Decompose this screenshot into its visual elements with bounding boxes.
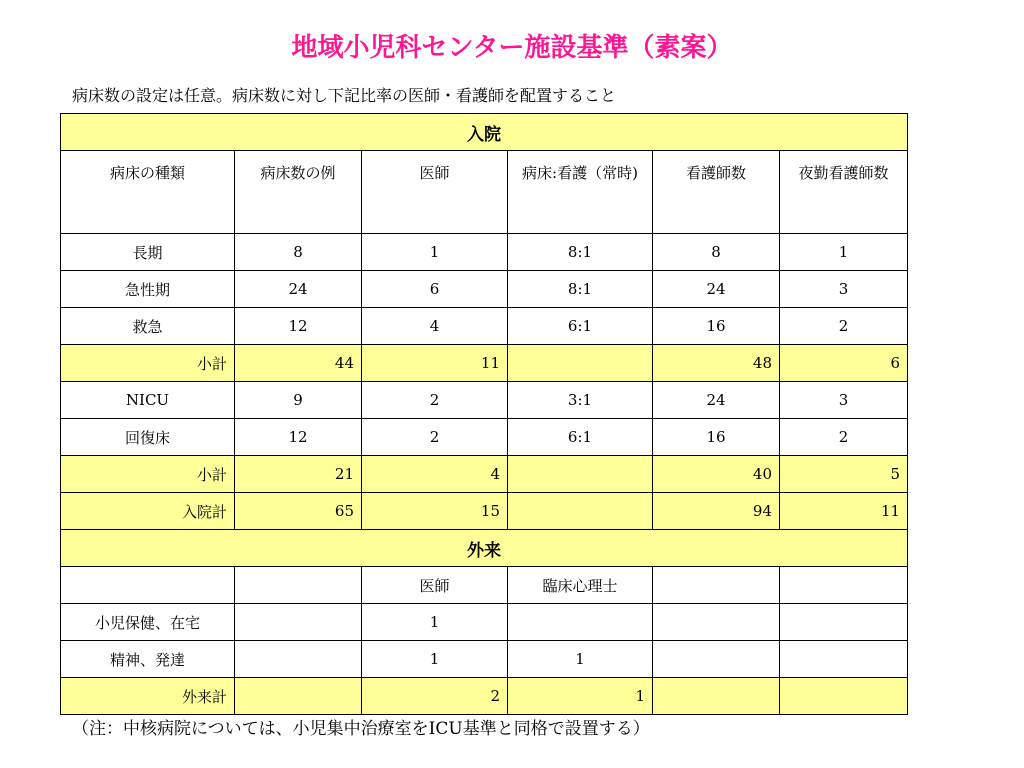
col-header-doctors: 医師 (362, 567, 508, 604)
cell-doctors: 6 (362, 271, 508, 308)
inpatient-header-row (61, 151, 908, 234)
cell-night-nurses: 6 (780, 345, 908, 382)
col-header-bed-count: 病床数の例 (235, 151, 362, 234)
cell-night-nurses: 3 (780, 271, 908, 308)
cell-ratio: 1 (508, 678, 653, 715)
cell-nurses: 94 (653, 493, 780, 530)
cell-ratio: 6:1 (508, 419, 653, 456)
cell-bed-type: NICU (61, 382, 235, 419)
table-row (61, 271, 908, 308)
cell-bed-count: 9 (235, 382, 362, 419)
cell-bed-type: 外来計 (61, 678, 235, 715)
cell-ratio (508, 493, 653, 530)
cell-night-nurses (780, 641, 908, 678)
cell-nurses: 48 (653, 345, 780, 382)
cell-bed-type: 精神、発達 (61, 641, 235, 678)
cell-night-nurses: 5 (780, 456, 908, 493)
cell-ratio: 8:1 (508, 234, 653, 271)
cell-bed-count: 24 (235, 271, 362, 308)
cell-nurses: 16 (653, 308, 780, 345)
cell-night-nurses: 11 (780, 493, 908, 530)
cell-ratio: 6:1 (508, 308, 653, 345)
subtotal-row (61, 456, 908, 493)
inpatient-section-header: 入院 (61, 114, 908, 151)
cell-doctors: 2 (362, 382, 508, 419)
cell-nurses (653, 678, 780, 715)
cell-doctors: 1 (362, 234, 508, 271)
page-subtitle: 病床数の設定は任意。病床数に対し下記比率の医師・看護師を配置すること (72, 86, 617, 105)
outpatient-header-row (61, 567, 908, 604)
cell-nurses (653, 604, 780, 641)
cell-night-nurses: 1 (780, 234, 908, 271)
col-header-empty (235, 567, 362, 604)
col-header-empty (653, 567, 780, 604)
subtotal-row (61, 678, 908, 715)
cell-bed-type: 小計 (61, 456, 235, 493)
cell-bed-type: 回復床 (61, 419, 235, 456)
cell-doctors: 2 (362, 678, 508, 715)
footnote: （注：中核病院については、小児集中治療室をICU基準と同格で設置する） (72, 719, 650, 739)
cell-bed-count: 8 (235, 234, 362, 271)
col-header-empty (61, 567, 235, 604)
subtotal-row (61, 493, 908, 530)
col-header-psychologist: 臨床心理士 (508, 567, 653, 604)
cell-nurses: 8 (653, 234, 780, 271)
cell-ratio: 3:1 (508, 382, 653, 419)
col-header-night-nurses: 夜勤看護師数 (780, 151, 908, 234)
cell-bed-type: 急性期 (61, 271, 235, 308)
cell-ratio: 8:1 (508, 271, 653, 308)
cell-bed-type: 長期 (61, 234, 235, 271)
col-header-nurse-count: 看護師数 (653, 151, 780, 234)
table-row (61, 604, 908, 641)
outpatient-section (61, 530, 908, 604)
cell-bed-count (235, 604, 362, 641)
cell-doctors: 1 (362, 641, 508, 678)
cell-bed-count: 12 (235, 419, 362, 456)
cell-bed-count: 65 (235, 493, 362, 530)
inpatient-rows (61, 234, 908, 530)
cell-bed-count: 44 (235, 345, 362, 382)
cell-night-nurses: 2 (780, 419, 908, 456)
cell-bed-count (235, 678, 362, 715)
cell-ratio (508, 456, 653, 493)
inpatient-section (61, 114, 908, 234)
page-title: 地域小児科センター施設基準（素案） (291, 33, 733, 63)
outpatient-section-header: 外来 (61, 530, 908, 567)
cell-doctors: 4 (362, 308, 508, 345)
cell-doctors: 2 (362, 419, 508, 456)
cell-nurses: 24 (653, 271, 780, 308)
cell-doctors: 4 (362, 456, 508, 493)
col-header-bed-nurse-ratio: 病床:看護（常時) (508, 151, 653, 234)
cell-night-nurses (780, 604, 908, 641)
cell-bed-count: 21 (235, 456, 362, 493)
col-header-bed-type: 病床の種類 (61, 151, 235, 234)
table-row (61, 419, 908, 456)
cell-doctors: 1 (362, 604, 508, 641)
col-header-empty (780, 567, 908, 604)
cell-bed-type: 小児保健、在宅 (61, 604, 235, 641)
cell-night-nurses: 2 (780, 308, 908, 345)
cell-bed-type: 小計 (61, 345, 235, 382)
table-row (61, 382, 908, 419)
cell-doctors: 11 (362, 345, 508, 382)
table-row (61, 641, 908, 678)
table-row (61, 234, 908, 271)
cell-bed-type: 救急 (61, 308, 235, 345)
cell-doctors: 15 (362, 493, 508, 530)
cell-nurses (653, 641, 780, 678)
subtotal-row (61, 345, 908, 382)
cell-bed-type: 入院計 (61, 493, 235, 530)
cell-night-nurses (780, 678, 908, 715)
cell-bed-count (235, 641, 362, 678)
col-header-doctors: 医師 (362, 151, 508, 234)
cell-nurses: 24 (653, 382, 780, 419)
cell-ratio: 1 (508, 641, 653, 678)
cell-ratio (508, 345, 653, 382)
cell-nurses: 16 (653, 419, 780, 456)
staffing-table (60, 113, 908, 715)
outpatient-rows (61, 604, 908, 715)
cell-bed-count: 12 (235, 308, 362, 345)
cell-night-nurses: 3 (780, 382, 908, 419)
cell-ratio (508, 604, 653, 641)
table-row (61, 308, 908, 345)
cell-nurses: 40 (653, 456, 780, 493)
